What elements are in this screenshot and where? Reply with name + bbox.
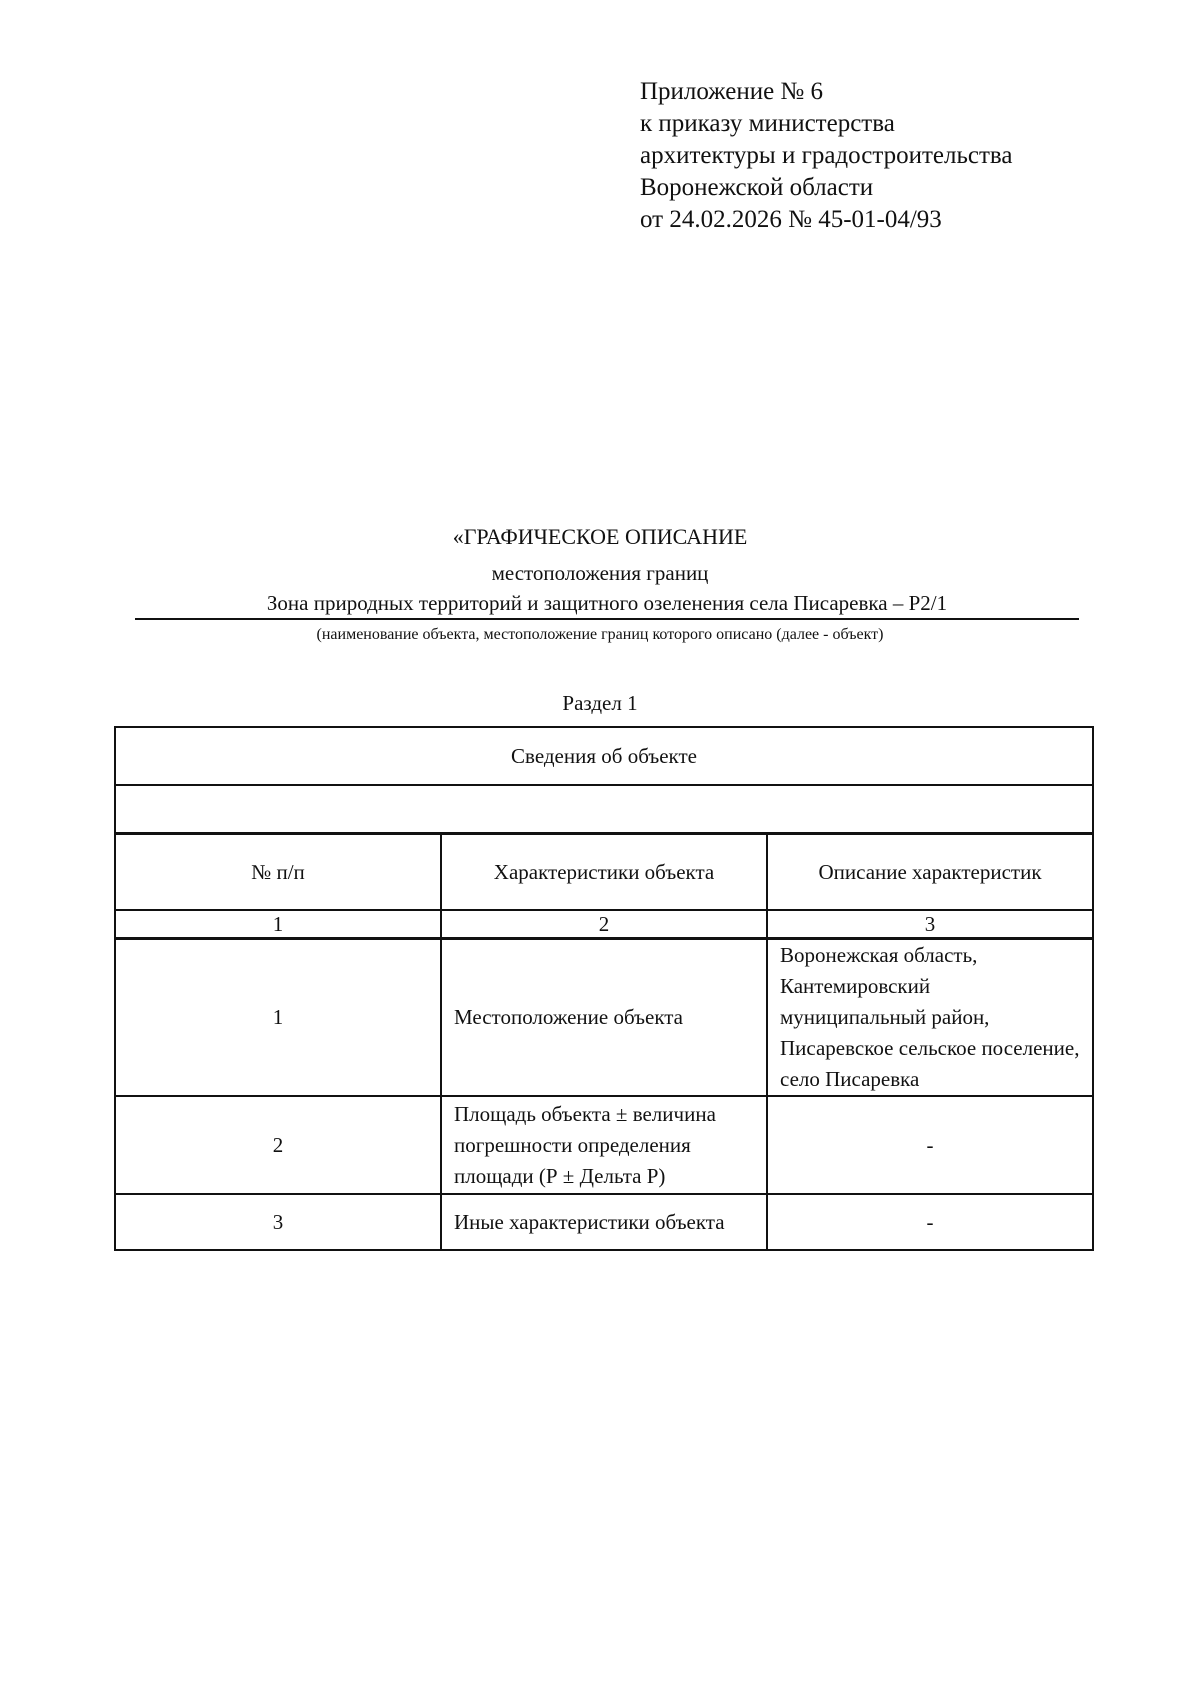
column-header-description: Описание характеристик [767, 834, 1093, 911]
table-column-numbers-row [115, 910, 1093, 939]
row-characteristic: Местоположение объекта [441, 939, 767, 1097]
document-title: «ГРАФИЧЕСКОЕ ОПИСАНИЕ [452, 524, 748, 549]
object-info-table [114, 726, 1094, 1251]
table-row [115, 939, 1093, 1097]
document-subtitle: местоположения границ [491, 561, 709, 585]
row-description: - [767, 1096, 1093, 1194]
row-description: - [767, 1194, 1093, 1250]
column-header-number: № п/п [115, 834, 441, 911]
table-row [115, 1194, 1093, 1250]
row-characteristic: Площадь объекта ± величина погрешности определения площади (Р ± Дельта Р) [441, 1096, 767, 1194]
column-header-characteristic: Характеристики объекта [441, 834, 767, 911]
column-number-2: 2 [441, 910, 767, 939]
table-row [115, 1096, 1093, 1194]
appendix-line-number: Приложение № 6 [640, 78, 824, 105]
column-number-1: 1 [115, 910, 441, 939]
object-info-table-wrapper [114, 726, 1094, 1251]
appendix-block [640, 76, 1080, 236]
table-caption: Сведения об объекте [115, 727, 1093, 785]
object-name-note: (наименование объекта, местоположение границ которого описано (далее - объект) [316, 626, 884, 643]
appendix-line-region: Воронежской области [640, 174, 874, 201]
table-empty-row [115, 785, 1093, 834]
row-characteristic: Иные характеристики объекта [441, 1194, 767, 1250]
appendix-line-ministry: архитектуры и градостроительства [640, 142, 1013, 169]
section-label: Раздел 1 [562, 691, 638, 715]
appendix-line-date: от 24.02.2026 № 45-01-04/93 [640, 206, 942, 233]
row-number: 3 [115, 1194, 441, 1250]
column-number-3: 3 [767, 910, 1093, 939]
table-empty-cell [115, 785, 1093, 834]
object-name: Зона природных территорий и защитного озеленения села Писаревка – Р2/1 [135, 590, 1079, 620]
row-description: Воронежская область, Кантемировский муниципальный район, Писаревское сельское поселение, село Писаревка [767, 939, 1093, 1097]
table-header-row [115, 834, 1093, 911]
appendix-line-order: к приказу министерства [640, 110, 895, 137]
row-number: 1 [115, 939, 441, 1097]
table-caption-row [115, 727, 1093, 785]
row-number: 2 [115, 1096, 441, 1194]
